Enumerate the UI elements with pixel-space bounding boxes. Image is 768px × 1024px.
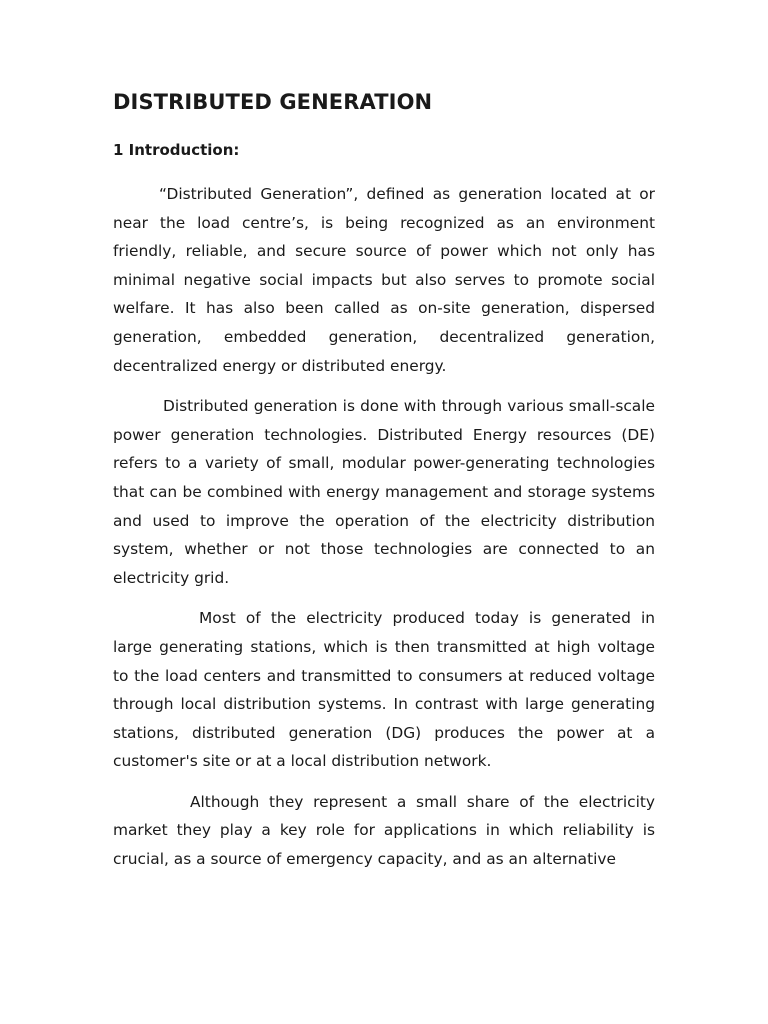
document-title: DISTRIBUTED GENERATION bbox=[113, 90, 433, 114]
paragraph-4: Although they represent a small share of the electricity market they play a key role for applications in which reliability is crucial, as a source of emergency capacity, and as an alternative bbox=[113, 792, 655, 869]
document-content bbox=[113, 88, 655, 886]
paragraph-3: Most of the electricity produced today is generated in large generating stations, which is then transmitted at high voltage to the load centers and transmitted to consumers at reduced voltage through local distribution systems. In contrast with large generating stations, distributed generation (DG) produces the power at a customer's site or at a local distribution network. bbox=[113, 609, 655, 771]
paragraph-1: “Distributed Generation”, defined as generation located at or near the load centre’s, is being recognized as an environment friendly, reliable, and secure source of power which not only has minimal negative social impacts but also serves to promote social welfare. It has also been called as on-site generation, dispersed generation, embedded generation, decentralized generation, decentralized energy or distributed energy. bbox=[113, 185, 655, 375]
section-heading: 1 Introduction: bbox=[113, 141, 240, 159]
paragraph-2: Distributed generation is done with through various small-scale power generation technologies. Distributed Energy resources (DE) refers to a variety of small, modular power-generating technologies that can be combined with energy management and storage systems and used to improve the operation of the electricity distribution system, whether or not those technologies are connected to an electricity grid. bbox=[113, 397, 655, 587]
